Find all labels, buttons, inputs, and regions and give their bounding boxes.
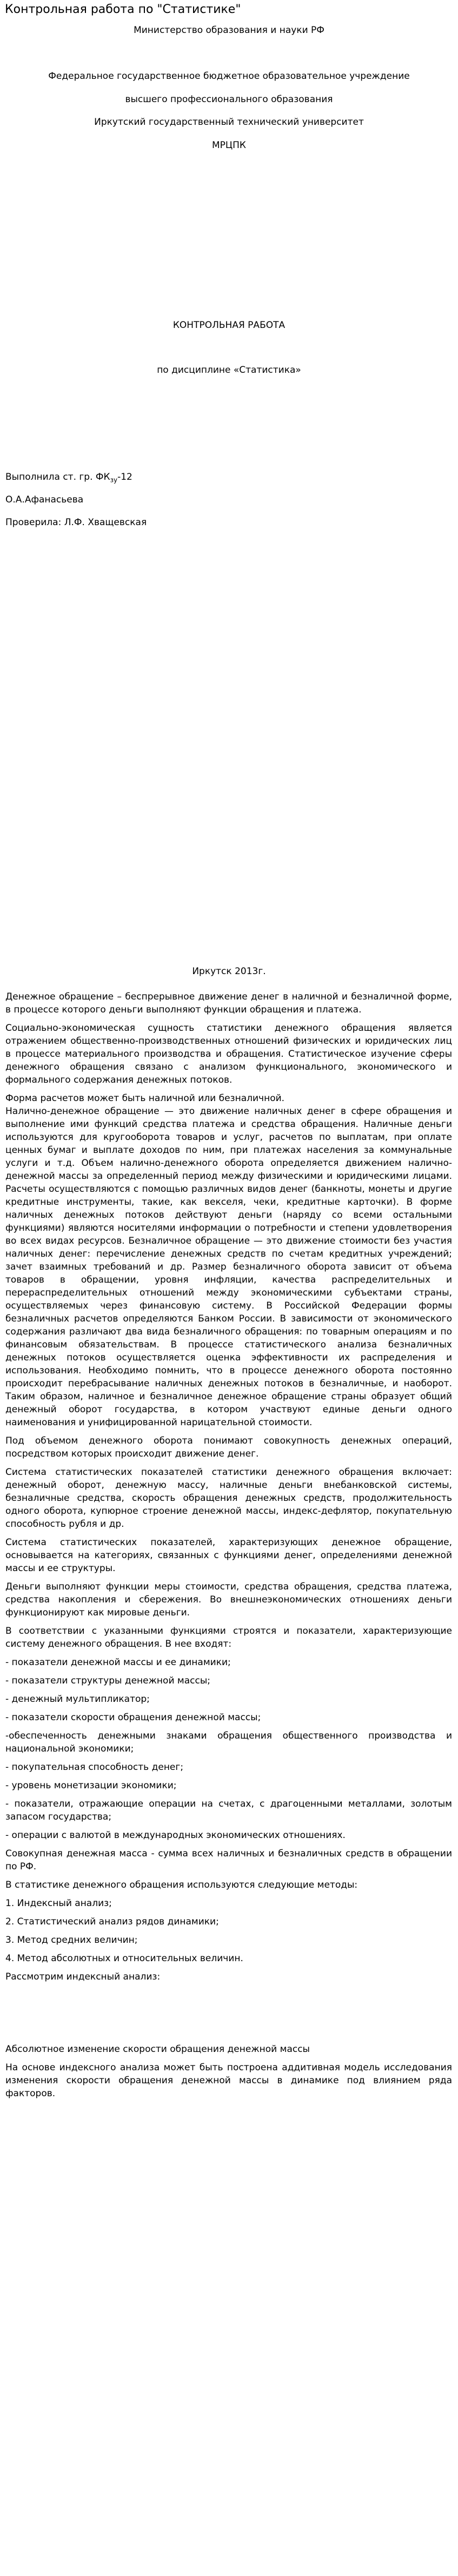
city-year: Иркутск 2013г. [192, 966, 266, 977]
institution-line-4: МРЦПК [212, 140, 246, 151]
author-group-prefix: Выполнила ст. гр. ФК [5, 472, 110, 482]
list-item: -обеспеченность денежными знаками обращения общественного производства и национальной экономики; [5, 1730, 452, 1754]
paragraph-indicators-intro: В соответствии с указанными функциями строятся и показатели, характеризующие систему денежного обращения. В нее входят: [5, 1626, 452, 1649]
discipline-line: по дисциплине «Статистика» [157, 365, 301, 375]
paragraph-cash-circulation: Налично-денежное обращение — это движение наличных денег в сфере обращения и выполнение ими функций средства платежа и средства обращения. Наличные деньги используются для кругооборота товаров и услуг, расчетов по выплатам, при оплате ценных бумаг и выплате доходов по ним, при платежах населения за коммунальные услуги и т.д. Объем налично-денежного оборота определяется движением налично-денежной массы за определенный период между физическими и юридическими лицами. Расчеты осуществляются с помощью различных видов денег (банкноты, монеты и другие кредитные инструменты, такие, как векселя, чеки, кредитные карточки). В форме наличных денежных потоков действуют деньги (наряду со всеми остальными функциями) являются носителями информации о потребности и степени удовлетворения во всех видах ресурсов. Безналичное обращение — это движение стоимости без участия наличных денег: перечисление денежных средств по счетам кредитных учреждений; зачет взаимных требований и др. Размер безналичного оборота зависит от объема товаров в обращении, уровня инфляции, качества распределительных и перераспределительных отношений между экономическими субъектами страны, осуществляемых через финансовую систему. В Российской Федерации формы безналичных расчетов определяются Банком России. В зависимости от экономического содержания различают два вида безналичного обращения: по товарным операциям и по финансовым обязательствам. В процессе статистического анализа безналичных денежных потоков осуществляется оценка эффективности их распределения и использования. Необходимо помнить, что в процессе денежного оборота постоянно происходит перебрасывание наличных денежных потоков в безналичные, и наоборот. Таким образом, наличное и безналичное денежное обращение страны образует общий денежный оборот государства, в котором участвуют единые деньги одного наименования и унифицированной нарицательной стоимости. [5, 1106, 452, 1428]
list-item: - денежный мультипликатор; [5, 1694, 150, 1705]
list-item: - показатели, отражающие операции на счетах, с драгоценными металлами, золотым запасом государства; [5, 1799, 452, 1822]
paragraph-money-supply: Совокупная денежная масса - сумма всех наличных и безналичных средств в обращении по РФ. [5, 1848, 452, 1872]
paragraph-categories: Система статистических показателей, характеризующих денежное обращение, основывается на категориях, связанных с функциями денег, определениями денежной массы и ее структуры. [5, 1537, 452, 1574]
list-item: - уровень монетизации экономики; [5, 1780, 177, 1791]
list-item: - показатели денежной массы и ее динамики; [5, 1657, 231, 1668]
document-title: Контрольная работа по "Статистике" [5, 3, 241, 16]
author-name: О.А.Афанасьева [5, 494, 84, 505]
institution-line-3: Иркутский государственный технический университет [94, 117, 364, 128]
list-item: - показатели структуры денежной массы; [5, 1675, 210, 1686]
paragraph-turnover-volume: Под объемом денежного оборота понимают совокупность денежных операций, посредством которых происходит движение денег. [5, 1435, 452, 1459]
method-item: 3. Метод средних величин; [5, 1935, 138, 1946]
checked-by: Проверила: Л.Ф. Хващевская [5, 517, 147, 528]
paragraph-forms: Форма расчетов может быть наличной или безналичной. [5, 1093, 285, 1104]
author-group-suffix: -12 [117, 472, 132, 482]
list-item: - показатели скорости обращения денежной массы; [5, 1712, 261, 1723]
body-text [5, 990, 452, 2105]
section-heading: Абсолютное изменение скорости обращения денежной массы [5, 2044, 310, 2055]
paragraph-additive-model: На основе индексного анализа может быть построена аддитивная модель исследования изменения скорости обращения денежной массы в динамике под влиянием ряда факторов. [5, 2062, 452, 2099]
ministry-line: Министерство образования и науки РФ [134, 25, 324, 36]
paragraph-essence: Социально-экономическая сущность статистики денежного обращения является отражением общественно-производственных отношений физических и юридических лиц в процессе материального производства и обращения. Статистическое изучение сферы денежного обращения связано с анализом функционального, экономического и формального содержания денежных потоков. [5, 1023, 452, 1085]
paragraph-definition: Денежное обращение – беспрерывное движение денег в наличной и безналичной форме, в процессе которого деньги выполняют функции обращения и платежа. [5, 991, 452, 1015]
paragraph-indicator-system: Система статистических показателей статистики денежного обращения включает: денежный оборот, денежную массу, наличные деньги внебанковской системы, безналичные средства, скорость обращения денежных средств, продолжительность одного оборота, купюрное строение денежной массы, индекс-дефлятор, покупательную способность рубля и др. [5, 1467, 452, 1530]
paragraph-index-analysis: Рассмотрим индексный анализ: [5, 1971, 161, 1982]
method-item: 4. Метод абсолютных и относительных величин. [5, 1953, 243, 1964]
paragraph-methods-intro: В статистике денежного обращения используются следующие методы: [5, 1880, 358, 1890]
method-item: 1. Индексный анализ; [5, 1898, 112, 1909]
list-item: - покупательная способность денег; [5, 1762, 184, 1773]
paragraph-money-functions: Деньги выполняют функции меры стоимости, средства обращения, средства платежа, средства накопления и сбережения. Во внешнеэкономических отношениях деньги функционируют как мировые деньги. [5, 1581, 452, 1618]
institution-line-1: Федеральное государственное бюджетное образовательное учреждение [48, 71, 410, 82]
author-group-sub: зу [110, 476, 118, 484]
institution-line-2: высшего профессионального образования [125, 94, 333, 105]
method-item: 2. Статистический анализ рядов динамики; [5, 1916, 219, 1927]
work-title: КОНТРОЛЬНАЯ РАБОТА [172, 320, 286, 331]
author-group-line [5, 471, 132, 486]
list-item: - операции с валютой в международных экономических отношениях. [5, 1830, 346, 1841]
